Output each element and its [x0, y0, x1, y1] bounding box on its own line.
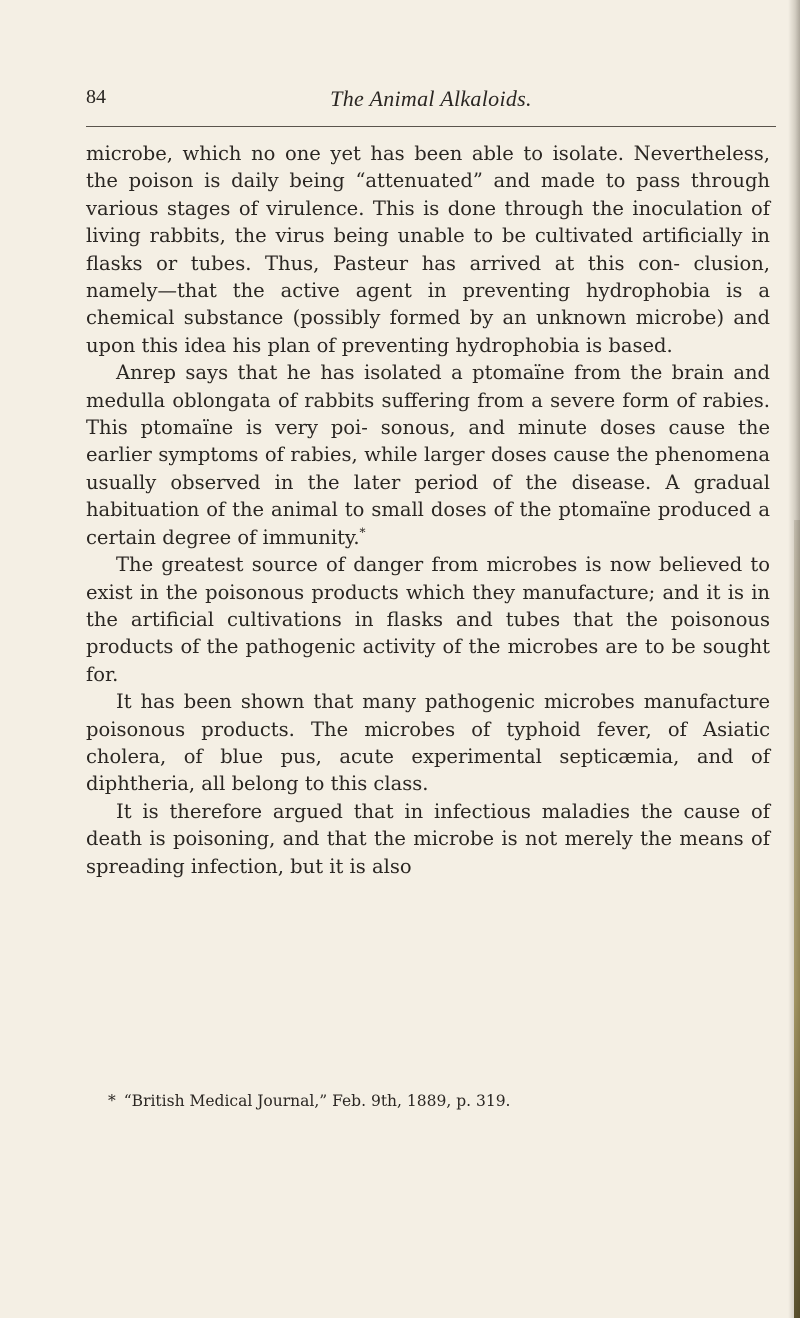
- paragraph-3: [86, 551, 770, 688]
- paragraph-1: [86, 140, 770, 359]
- footnote: [108, 1092, 768, 1110]
- running-title: The Animal Alkaloids.: [330, 86, 532, 111]
- paragraph-2-text: Anrep says that he has isolated a ptomaïne from the brain and medulla oblongata of rabbits suffering from a severe form of rabies. This ptomaïne is very poi- sonous, and minute doses cause the earlier symptoms of rabies, while larger doses cause the phenomena usually observed in the later period of the disease. A gradual habituation of the animal to small doses of the ptomaïne produced a certain degree of immunity.: [86, 361, 770, 549]
- body-text: [86, 140, 770, 880]
- header-rule: [86, 126, 776, 127]
- running-head: [86, 86, 776, 116]
- paragraph-4: [86, 688, 770, 798]
- footnote-reference-marker: *: [359, 525, 366, 540]
- paragraph-3-text: The greatest source of danger from microbes is now believed to exist in the poisonous products which they manufacture; and it is in the artificial cultivations in flasks and tubes that the poisonous products of the pathogenic activity of the microbes are to be sought for.: [86, 553, 770, 686]
- footnote-text: “British Medical Journal,” Feb. 9th, 1889, p. 319.: [123, 1092, 511, 1110]
- footnote-marker: *: [108, 1092, 116, 1110]
- scan-edge-stain: [794, 520, 800, 1318]
- paragraph-4-text: It has been shown that many pathogenic microbes manufacture poisonous products. The microbes of typhoid fever, of Asiatic cholera, of blue pus, acute experimental septicæmia, and of diphtheria, all belong to this class.: [86, 690, 770, 796]
- paragraph-1-text: microbe, which no one yet has been able to isolate. Nevertheless, the poison is daily being “attenuated” and made to pass through various stages of virulence. This is done through the inoculation of living rabbits, the virus being unable to be cultivated artificially in flasks or tubes. Thus, Pasteur has arrived at this con- clusion, namely—that the active agent in preventing hydrophobia is a chemical substance (possibly formed by an unknown microbe) and upon this idea his plan of preventing hydrophobia is based.: [86, 142, 770, 357]
- paragraph-5: [86, 798, 770, 880]
- paragraph-5-text: It is therefore argued that in infectious maladies the cause of death is poisoning, and that the microbe is not merely the means of spreading infection, but it is also: [86, 799, 770, 878]
- page-number: 84: [86, 86, 106, 108]
- paragraph-2: [86, 359, 770, 551]
